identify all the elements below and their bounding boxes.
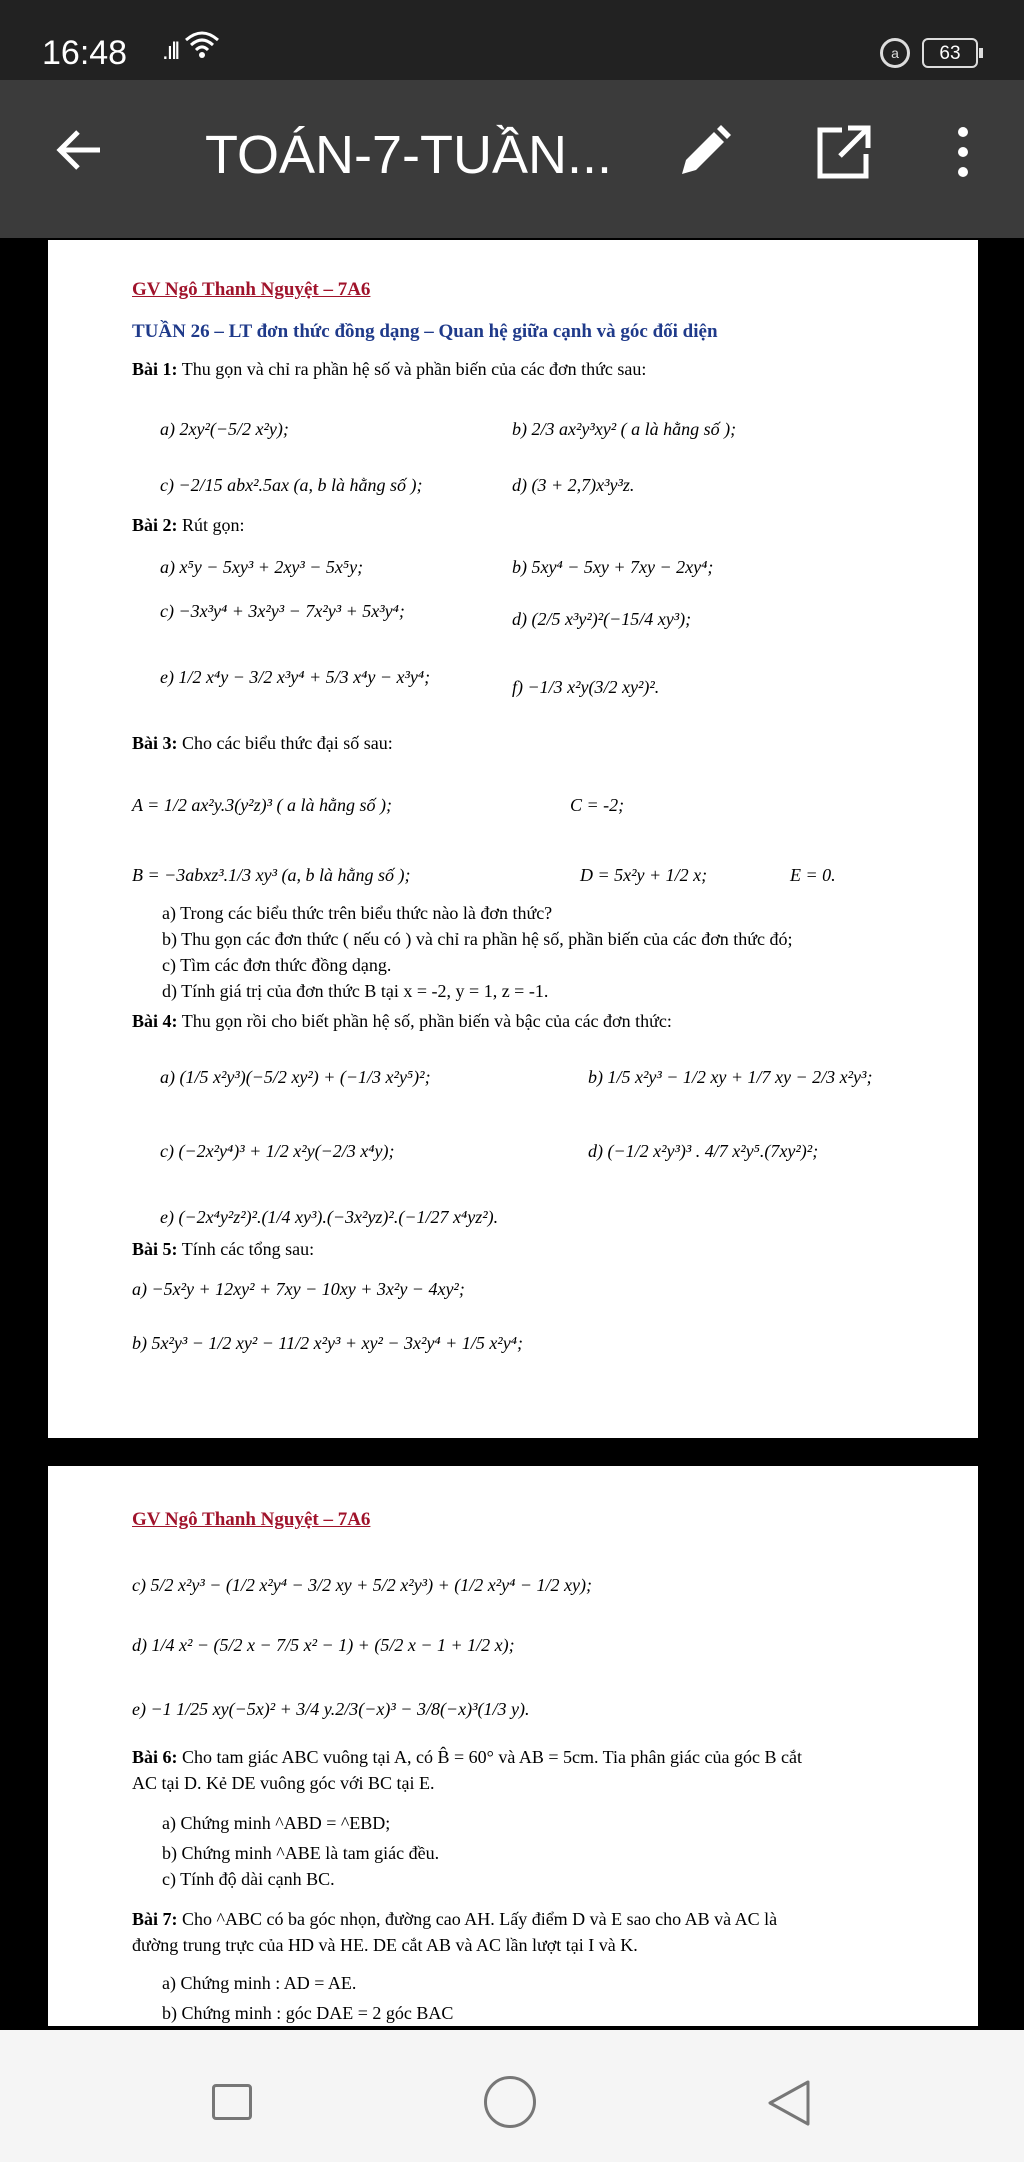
exercise-2-text: Rút gọn:: [182, 515, 245, 535]
exercise-4b: b) 1/5 x²y³ − 1/2 xy + 1/7 xy − 2/3 x²y³;: [588, 1067, 873, 1087]
exercise-1-text: Thu gọn và chỉ ra phần hệ số và phần biến của các đơn thức sau:: [181, 359, 647, 379]
exercise-3-q2: b) Thu gọn các đơn thức ( nếu có ) và chỉ ra phần hệ số, phần biến của các đơn thức đó;: [162, 929, 793, 949]
exercise-5c: c) 5/2 x²y³ − (1/2 x²y⁴ − 3/2 xy + 5/2 x²y³) + (1/2 x²y⁴ − 1/2 xy);: [132, 1575, 592, 1595]
exercise-4-title: Bài 4:: [132, 1011, 178, 1031]
exercise-2d: d) (2/5 x³y²)²(−15/4 xy³);: [512, 609, 692, 629]
exercise-6-header: [132, 1748, 802, 1766]
exercise-3-q4: d) Tính giá trị của đơn thức B tại x = -2, y = 1, z = -1.: [162, 981, 549, 1001]
exercise-2f: f) −1/3 x²y(3/2 xy²)².: [512, 677, 660, 697]
exercise-5-text: Tính các tổng sau:: [181, 1239, 315, 1259]
more-menu-icon[interactable]: [948, 122, 978, 192]
exercise-7a: a) Chứng minh : AD = AE.: [162, 1973, 357, 1993]
exercise-4a: a) (1/5 x²y³)(−5/2 xy²) + (−1/3 x²y⁵)²;: [160, 1067, 431, 1087]
exercise-1c: c) −2/15 abx².5ax (a, b là hằng số );: [160, 475, 423, 495]
exercise-7b: b) Chứng minh : góc DAE = 2 góc BAC: [162, 2003, 454, 2023]
edit-pencil-icon[interactable]: [672, 122, 734, 184]
document-title: TOÁN-7-TUẦN...: [205, 125, 613, 185]
teacher-header-page-2: GV Ngô Thanh Nguyệt – 7A6: [132, 1509, 371, 1530]
exercise-5-title: Bài 5:: [132, 1239, 178, 1259]
back-triangle-icon[interactable]: [764, 2078, 814, 2128]
system-navigation-bar: [0, 2030, 1024, 2162]
signal-icon: .ıll: [162, 38, 178, 65]
document-page-1: [48, 240, 978, 1438]
exercise-5b: b) 5x²y³ − 1/2 xy² − 11/2 x²y³ + xy² − 3x²y⁴ + 1/5 x²y⁴;: [132, 1333, 523, 1353]
exercise-7-line2: đường trung trực của HD và HE. DE cắt AB và AC lần lượt tại I và K.: [132, 1935, 638, 1955]
exercise-3-q3: c) Tìm các đơn thức đồng dạng.: [162, 955, 392, 975]
exercise-2-header: [132, 516, 245, 534]
exercise-1b: b) 2/3 ax²y³xy² ( a là hằng số );: [512, 419, 737, 439]
exercise-1-title: Bài 1:: [132, 359, 178, 379]
exercise-1a: a) 2xy²(−5/2 x²y);: [160, 419, 289, 439]
exercise-6b: b) Chứng minh ^ABE là tam giác đều.: [162, 1843, 440, 1863]
exercise-6-line2: AC tại D. Kẻ DE vuông góc với BC tại E.: [132, 1773, 435, 1793]
expression-b: B = −3abxz³.1/3 xy³ (a, b là hằng số );: [132, 865, 411, 885]
exercise-6-line1: Cho tam giác ABC vuông tại A, có B̂ = 60° và AB = 5cm. Tia phân giác của góc B cắt: [182, 1747, 802, 1767]
exercise-6a: a) Chứng minh ^ABD = ^EBD;: [162, 1813, 391, 1833]
battery-icon: 63: [922, 38, 978, 68]
teacher-header: GV Ngô Thanh Nguyệt – 7A6: [132, 279, 371, 300]
exercise-6c: c) Tính độ dài cạnh BC.: [162, 1869, 335, 1889]
exercise-4-header: [132, 1012, 672, 1030]
exercise-1-header: [132, 360, 646, 378]
exercise-4c: c) (−2x²y⁴)³ + 1/2 x²y(−2/3 x⁴y);: [160, 1141, 395, 1161]
exercise-4e: e) (−2x⁴y²z²)².(1/4 xy³).(−3x²yz)².(−1/27 x⁴yz²).: [160, 1207, 499, 1227]
exercise-2c: c) −3x³y⁴ + 3x²y³ − 7x²y³ + 5x³y⁴;: [160, 601, 405, 621]
exercise-4d: d) (−1/2 x²y³)³ . 4/7 x²y⁵.(7xy²)²;: [588, 1141, 819, 1161]
exercise-4-text: Thu gọn rồi cho biết phần hệ số, phần biến và bậc của các đơn thức:: [181, 1011, 672, 1031]
exercise-2a: a) x⁵y − 5xy³ + 2xy³ − 5x⁵y;: [160, 557, 364, 577]
exercise-2b: b) 5xy⁴ − 5xy + 7xy − 2xy⁴;: [512, 557, 714, 577]
exercise-2e: e) 1/2 x⁴y − 3/2 x³y⁴ + 5/3 x⁴y − x³y⁴;: [160, 667, 431, 687]
exercise-3-title: Bài 3:: [132, 733, 178, 753]
exercise-1d: d) (3 + 2,7)x³y³z.: [512, 475, 635, 495]
expression-e: E = 0.: [790, 865, 836, 885]
wifi-icon: [184, 30, 220, 60]
exercise-7-header: [132, 1910, 777, 1928]
expression-a: A = 1/2 ax²y.3(y²z)³ ( a là hằng số );: [132, 795, 392, 815]
expression-d: D = 5x²y + 1/2 x;: [580, 865, 708, 885]
document-page-2: [48, 1466, 978, 2026]
back-arrow-icon[interactable]: [50, 120, 110, 180]
exercise-5e: e) −1 1/25 xy(−5x)² + 3/4 y.2/3(−x)³ − 3/8(−x)³(1/3 y).: [132, 1699, 530, 1719]
lock-icon: a: [880, 38, 910, 68]
expression-c: C = -2;: [570, 795, 625, 815]
exercise-5a: a) −5x²y + 12xy² + 7xy − 10xy + 3x²y − 4xy²;: [132, 1279, 465, 1299]
exercise-5-header: [132, 1240, 314, 1258]
exercise-7-title: Bài 7:: [132, 1909, 178, 1929]
app-bar: [0, 80, 1024, 238]
exercise-3-text: Cho các biểu thức đại số sau:: [182, 733, 393, 753]
exercise-3-header: [132, 734, 393, 752]
recent-apps-icon[interactable]: [212, 2084, 252, 2120]
open-external-icon[interactable]: [812, 122, 874, 184]
exercise-2-title: Bài 2:: [132, 515, 178, 535]
exercise-5d: d) 1/4 x² − (5/2 x − 7/5 x² − 1) + (5/2 x − 1 + 1/2 x);: [132, 1635, 515, 1655]
exercise-3-q1: a) Trong các biểu thức trên biểu thức nào là đơn thức?: [162, 903, 553, 923]
home-icon[interactable]: [484, 2076, 536, 2128]
exercise-7-line1: Cho ^ABC có ba góc nhọn, đường cao AH. Lấy điểm D và E sao cho AB và AC là: [182, 1909, 778, 1929]
week-title: TUẦN 26 – LT đơn thức đồng dạng – Quan hệ giữa cạnh và góc đối diện: [132, 321, 718, 342]
exercise-6-title: Bài 6:: [132, 1747, 178, 1767]
status-time: 16:48: [42, 34, 128, 72]
status-bar: [0, 0, 1024, 80]
